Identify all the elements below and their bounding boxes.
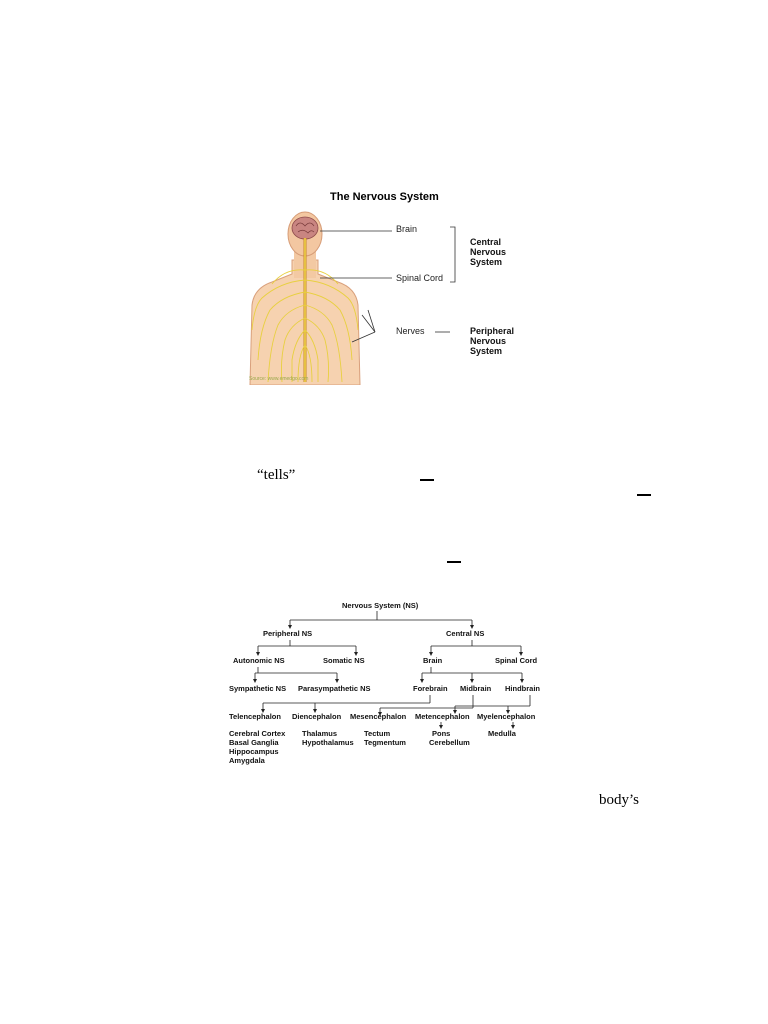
tree-midbrain: Midbrain xyxy=(460,684,492,693)
tree-pons: Pons xyxy=(432,729,451,738)
figure-title: The Nervous System xyxy=(330,191,439,203)
tree-cerebellum: Cerebellum xyxy=(429,738,470,747)
label-peripheral-nervous-system: Peripheral Nervous System xyxy=(470,326,515,356)
tree-cerebral-cortex: Cerebral Cortex xyxy=(229,729,286,738)
label-central-nervous-system: Central Nervous System xyxy=(470,237,507,267)
source-watermark: Source: www.emedgo.com xyxy=(249,376,309,382)
tree-basal-ganglia: Basal Ganglia xyxy=(229,738,279,747)
tree-forebrain: Forebrain xyxy=(413,684,448,693)
em-dash-1 xyxy=(420,479,434,481)
label-brain: Brain xyxy=(396,224,418,234)
tree-peripheral-ns: Peripheral NS xyxy=(263,629,313,638)
em-dash-2 xyxy=(637,494,651,496)
tree-autonomic-ns: Autonomic NS xyxy=(233,656,285,665)
tree-tegmentum: Tegmentum xyxy=(364,738,406,747)
tree-somatic-ns: Somatic NS xyxy=(323,656,365,665)
tree-amygdala: Amygdala xyxy=(229,756,265,765)
label-spinal-cord: Spinal Cord xyxy=(396,273,444,283)
tree-thalamus: Thalamus xyxy=(302,729,338,738)
tree-hippocampus: Hippocampus xyxy=(229,747,279,756)
text-bodys: body’s xyxy=(599,792,640,808)
tree-mesencephalon: Mesencephalon xyxy=(350,712,407,721)
tree-parasympathetic-ns: Parasympathetic NS xyxy=(298,684,371,693)
tree-telencephalon: Telencephalon xyxy=(229,712,281,721)
tree-hindbrain: Hindbrain xyxy=(505,684,540,693)
tree-tectum: Tectum xyxy=(364,729,391,738)
tree-spinal-cord: Spinal Cord xyxy=(495,656,538,665)
tree-sympathetic-ns: Sympathetic NS xyxy=(229,684,287,693)
em-dash-3 xyxy=(447,561,461,563)
tree-central-ns: Central NS xyxy=(446,629,485,638)
tree-brain: Brain xyxy=(423,656,443,665)
tree-medulla: Medulla xyxy=(488,729,516,738)
tree-hypothalamus: Hypothalamus xyxy=(302,738,354,747)
tree-myelencephalon: Myelencephalon xyxy=(477,712,536,721)
text-tells: “tells” xyxy=(257,467,296,483)
tree-root: Nervous System (NS) xyxy=(342,601,419,610)
label-nerves: Nerves xyxy=(396,326,425,336)
tree-metencephalon: Metencephalon xyxy=(415,712,470,721)
tree-diencephalon: Diencephalon xyxy=(292,712,342,721)
nervous-system-tree xyxy=(225,598,555,773)
figure-connectors xyxy=(320,222,470,347)
